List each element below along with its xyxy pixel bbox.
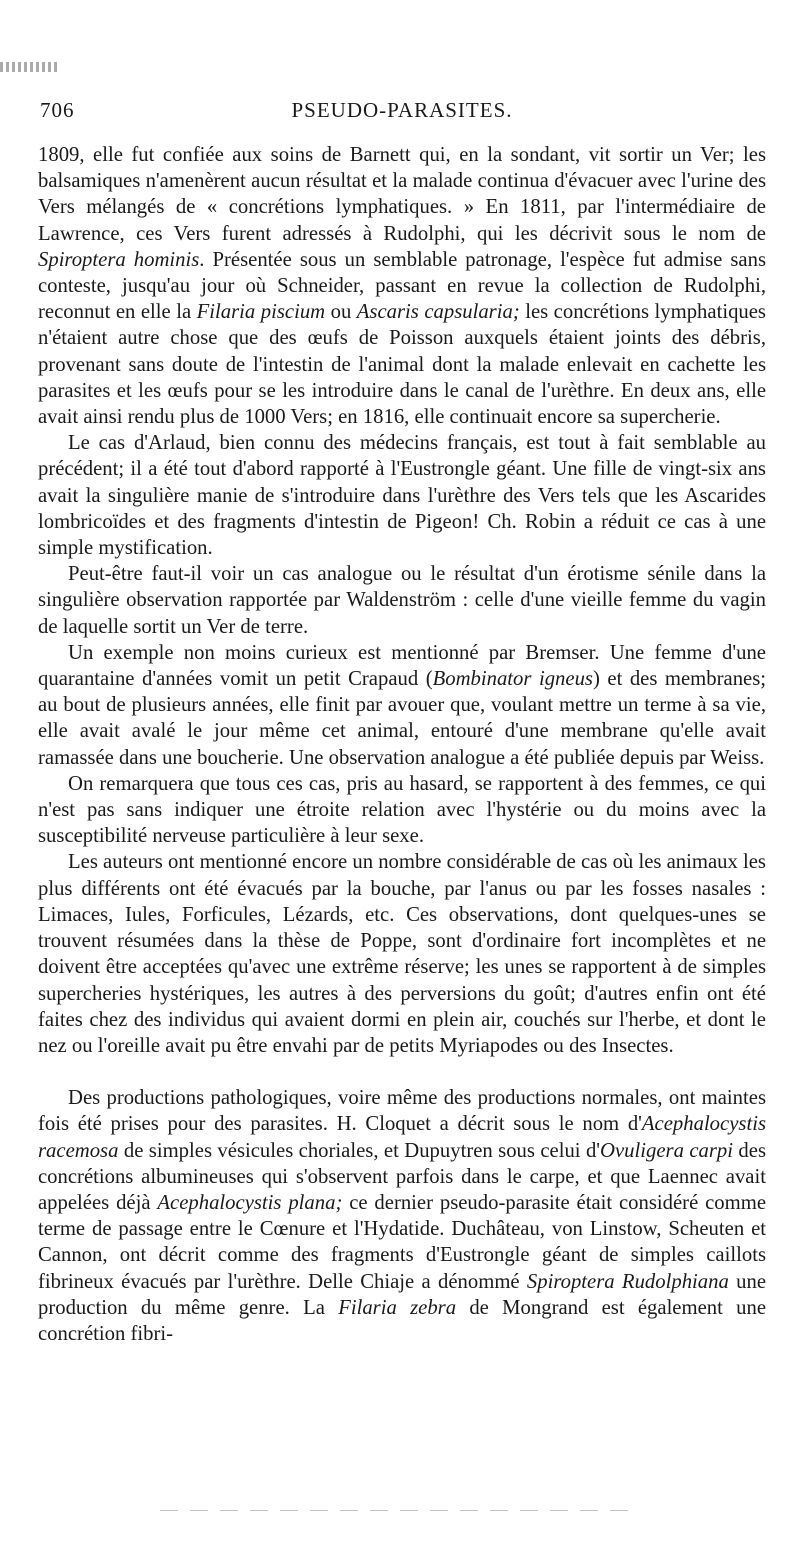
paragraph-3 [38, 561, 766, 640]
text-run: des concrétions albumineuses qui s'observent parfois dans le carpe, et que Laennec avait appelées déjà [38, 1139, 766, 1214]
italic-term: Spiroptera hominis [38, 248, 200, 271]
text-run: Des productions pathologiques, voire même des productions normales, ont maintes fois été prises pour des parasites. H. Cloquet a décrit sous le nom d' [38, 1087, 766, 1136]
body-text [38, 142, 766, 1347]
text-run: ou [325, 301, 357, 324]
paragraph-7 [38, 1085, 766, 1347]
paragraph-4 [38, 640, 766, 771]
paragraph-5 [38, 771, 766, 850]
paragraph-6 [38, 849, 766, 1059]
running-head [38, 98, 766, 128]
text-run: de Mongrand est également une concrétion fibri- [38, 1296, 767, 1345]
text-run: . Présentée sous un semblable patronage, l'espèce fut admise sans conteste, jusqu'au jour où Schneider, passant en revue la collection de Rudolphi, reconnut en elle la [38, 248, 766, 324]
italic-term: Ascaris capsularia; [356, 301, 520, 324]
italic-term: Filaria zebra [338, 1296, 457, 1319]
italic-term: Ovuligera carpi [600, 1139, 733, 1162]
text-run: 1809, elle fut confiée aux soins de Barnett qui, en la sondant, vit sortir un Ver; les balsamiques n'amenèrent aucun résultat et la malade continua d'évacuer avec l'urine des Vers mélangés de « concrétions lymphatiques. » En 1811, par l'intermédiaire de Lawrence, ces Vers furent adressés à Rudolphi, qui les décrivit sous le nom de [38, 144, 766, 245]
italic-term: Bombinator igneus [432, 668, 593, 691]
page-number: 706 [40, 98, 75, 122]
paragraph-2 [38, 430, 766, 561]
text-run: Peut-être faut-il voir un cas analogue ou le résultat d'un érotisme sénile dans la singulière observation rapportée par Waldenström : celle d'une vieille femme du vagin de laquelle sortit un Ver de terre. [38, 563, 766, 638]
text-run: Un exemple non moins curieux est mentionné par Bremser. Une femme d'une quarantaine d'années vomit un petit Crapaud ( [38, 641, 766, 691]
text-run: Le cas d'Arlaud, bien connu des médecins français, est tout à fait semblable au précédent; il a été tout d'abord rapporté à l'Eustrongle géant. Une fille de vingt-six ans avait la singulière manie de s'introduire dans l'urèthre des Vers tels que les Ascarides lombricoïdes et des fragments d'intestin de Pigeon! Ch. Robin a réduit ce cas à une simple mystification. [38, 432, 766, 560]
text-run: ce dernier pseudo-parasite était considéré comme terme de passage entre le Cœnure et l'Hydatide. Duchâteau, von Linstow, Scheuten et Cannon, ont décrit comme des fragments d'Eustrongle géant de simples caillots fibrineux évacués par l'urèthre. Delle Chiaje a dénommé [38, 1191, 766, 1293]
text-run: une production du même genre. La [38, 1270, 766, 1319]
text-run: On remarquera que tous ces cas, pris au hasard, se rapportent à des femmes, ce qui n'est pas sans indiquer une étroite relation avec l'hystérie ou du moins avec la susceptibilité nerveuse particulière à leur sexe. [38, 772, 766, 848]
text-run: de simples vésicules choriales, et Dupuytren sous celui d' [118, 1139, 601, 1162]
scan-margin-mark [0, 62, 60, 72]
italic-term: Acephalocystis plana; [157, 1191, 343, 1214]
italic-term: Acephalocystis racemosa [38, 1113, 766, 1162]
italic-term: Spiroptera Rudolphiana [526, 1270, 729, 1293]
text-run: Les auteurs ont mentionné encore un nombre considérable de cas où les animaux les plus différents ont été évacués par la bouche, par l'anus ou par les fosses nasales : Limaces, Iules, Forficules, Lézards, etc. Ces observations, dont quelques-unes se trouvent résumées dans la thèse de Poppe, sont d'ordinaire fort incomplètes et ne doivent être acceptées qu'avec une extrême réserve; les unes se rapportent à de simples supercheries hystériques, les autres à des perversions du goût; d'autres enfin ont été faites chez des individus qui avaient dormi en plein air, couchés sur l'herbe, et dont le nez ou l'oreille avait pu être envahi par de petits Myriapodes ou des Insectes. [38, 851, 766, 1057]
text-run: les concrétions lymphatiques n'étaient autre chose que des œufs de Poisson auxquels étaient joints des débris, provenant sans doute de l'intestin de l'animal dont la malade enlevait en cachette les parasites et les œufs pour se les introduire dans le canal de l'urèthre. En deux ans, elle avait ainsi rendu plus de 1000 Vers; en 1816, elle continuait encore sa supercherie. [38, 301, 766, 429]
paragraph-1 [38, 142, 766, 430]
italic-term: Filaria piscium [196, 301, 326, 324]
running-title: PSEUDO-PARASITES. [291, 98, 513, 122]
text-run: ) et des membranes; au bout de plusieurs années, elle finit par avouer que, voulant mettre un terme à sa vie, elle avait avalé le jour même cet animal, entouré d'une membrane qu'elle avait ramassée dans une boucherie. Une observation analogue a été publiée depuis par Weiss. [38, 668, 767, 769]
page-bottom-rule [160, 1510, 640, 1511]
